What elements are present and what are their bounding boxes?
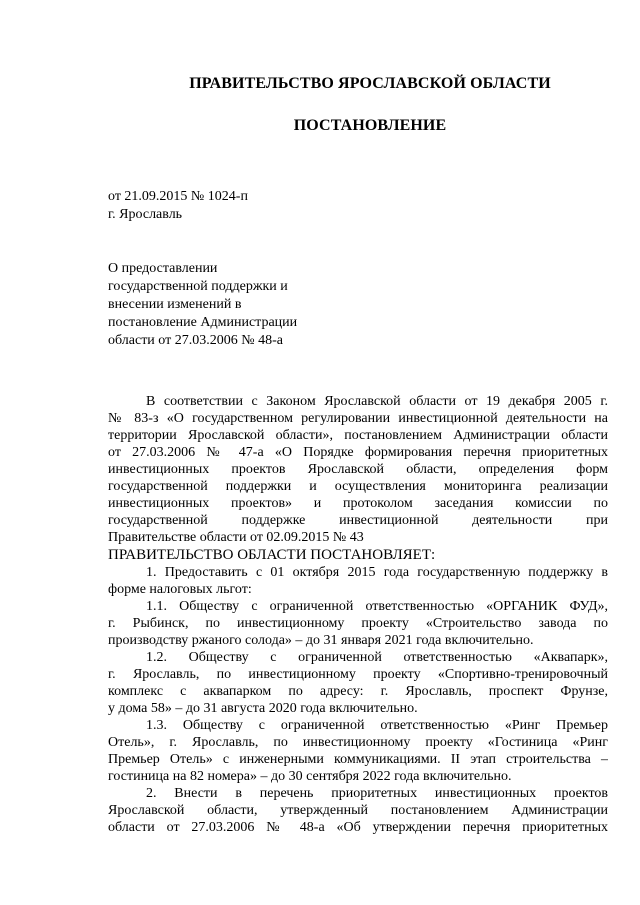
- government-title: ПРАВИТЕЛЬСТВО ЯРОСЛАВСКОЙ ОБЛАСТИ: [189, 75, 551, 92]
- item-1: [108, 564, 608, 598]
- text-line: территории Ярославской области», постановлением Администрации области: [108, 428, 608, 443]
- text-line: комплекс с аквапарком по адресу: г. Ярославль, проспект Фрунзе,: [108, 684, 608, 699]
- text-line: государственной поддержки и осуществления мониторинга реализации: [108, 479, 608, 494]
- document-body: [108, 393, 608, 836]
- text-line: гостиница на 82 номера» – до 30 сентября 2022 года включительно.: [108, 769, 512, 784]
- text-line: В соответствии с Законом Ярославской области от 19 декабря 2005 г.: [146, 394, 608, 409]
- item-1-3: [108, 717, 608, 785]
- text-line: у дома 58» – до 31 августа 2020 года включительно.: [108, 701, 418, 716]
- text-line: 1.2. Обществу с ограниченной ответственностью «Аквапарк»,: [146, 650, 608, 665]
- document-type-title: ПОСТАНОВЛЕНИЕ: [293, 117, 447, 134]
- text-line: государственной поддержке инвестиционной деятельности при: [108, 513, 608, 528]
- text-line: 1.1. Обществу с ограниченной ответственностью «ОРГАНИК ФУД»,: [146, 599, 608, 614]
- item-1-2: [108, 649, 608, 717]
- text-line: инвестиционных проектов» и протоколом заседания комиссии по: [108, 496, 608, 511]
- text-line: г. Ярославль, по инвестиционному проекту «Спортивно-тренировочный: [108, 667, 608, 682]
- text-line: производству ржаного солода» – до 31 января 2021 года включительно.: [108, 633, 534, 648]
- text-line: Ярославской области, утвержденный постановлением Администрации: [108, 803, 608, 818]
- text-line: 1.3. Обществу с ограниченной ответственностью «Ринг Премьер: [146, 718, 608, 733]
- text-line: форме налоговых льгот:: [108, 582, 252, 597]
- text-line: 2. Внести в перечень приоритетных инвестиционных проектов: [146, 786, 608, 801]
- subject-line: О предоставлении: [108, 261, 218, 276]
- document-city: г. Ярославль: [108, 207, 183, 222]
- text-line: № 83-з «О государственном регулировании инвестиционной деятельности на: [108, 411, 608, 426]
- preamble-paragraph: [108, 393, 608, 546]
- subject-line: внесении изменений в: [108, 297, 242, 312]
- resolves-heading: ПРАВИТЕЛЬСТВО ОБЛАСТИ ПОСТАНОВЛЯЕТ:: [108, 547, 436, 563]
- text-line: Правительстве области от 02.09.2015 № 43: [108, 530, 364, 545]
- text-line: инвестиционных проектов Ярославской области, определения форм: [108, 462, 608, 477]
- text-line: Отель», г. Ярославль, по инвестиционному проекту «Гостиница «Ринг: [108, 735, 608, 750]
- text-line: г. Рыбинск, по инвестиционному проекту «Строительство завода по: [108, 616, 608, 631]
- document-date-number: от 21.09.2015 № 1024-п: [108, 189, 248, 204]
- text-line: 1. Предоставить с 01 октября 2015 года государственную поддержку в: [146, 565, 608, 580]
- text-line: Премьер Отель» с инженерными коммуникациями. II этап строительства –: [108, 752, 608, 767]
- subject-line: области от 27.03.2006 № 48-а: [108, 333, 283, 348]
- text-line: от 27.03.2006 № 47-а «О Порядке формирования перечня приоритетных: [108, 445, 608, 460]
- item-2: [108, 785, 608, 836]
- subject-line: государственной поддержки и: [108, 279, 288, 294]
- item-1-1: [108, 598, 608, 649]
- text-line: области от 27.03.2006 № 48-а «Об утверждении перечня приоритетных: [108, 820, 608, 835]
- subject-line: постановление Администрации: [108, 315, 298, 330]
